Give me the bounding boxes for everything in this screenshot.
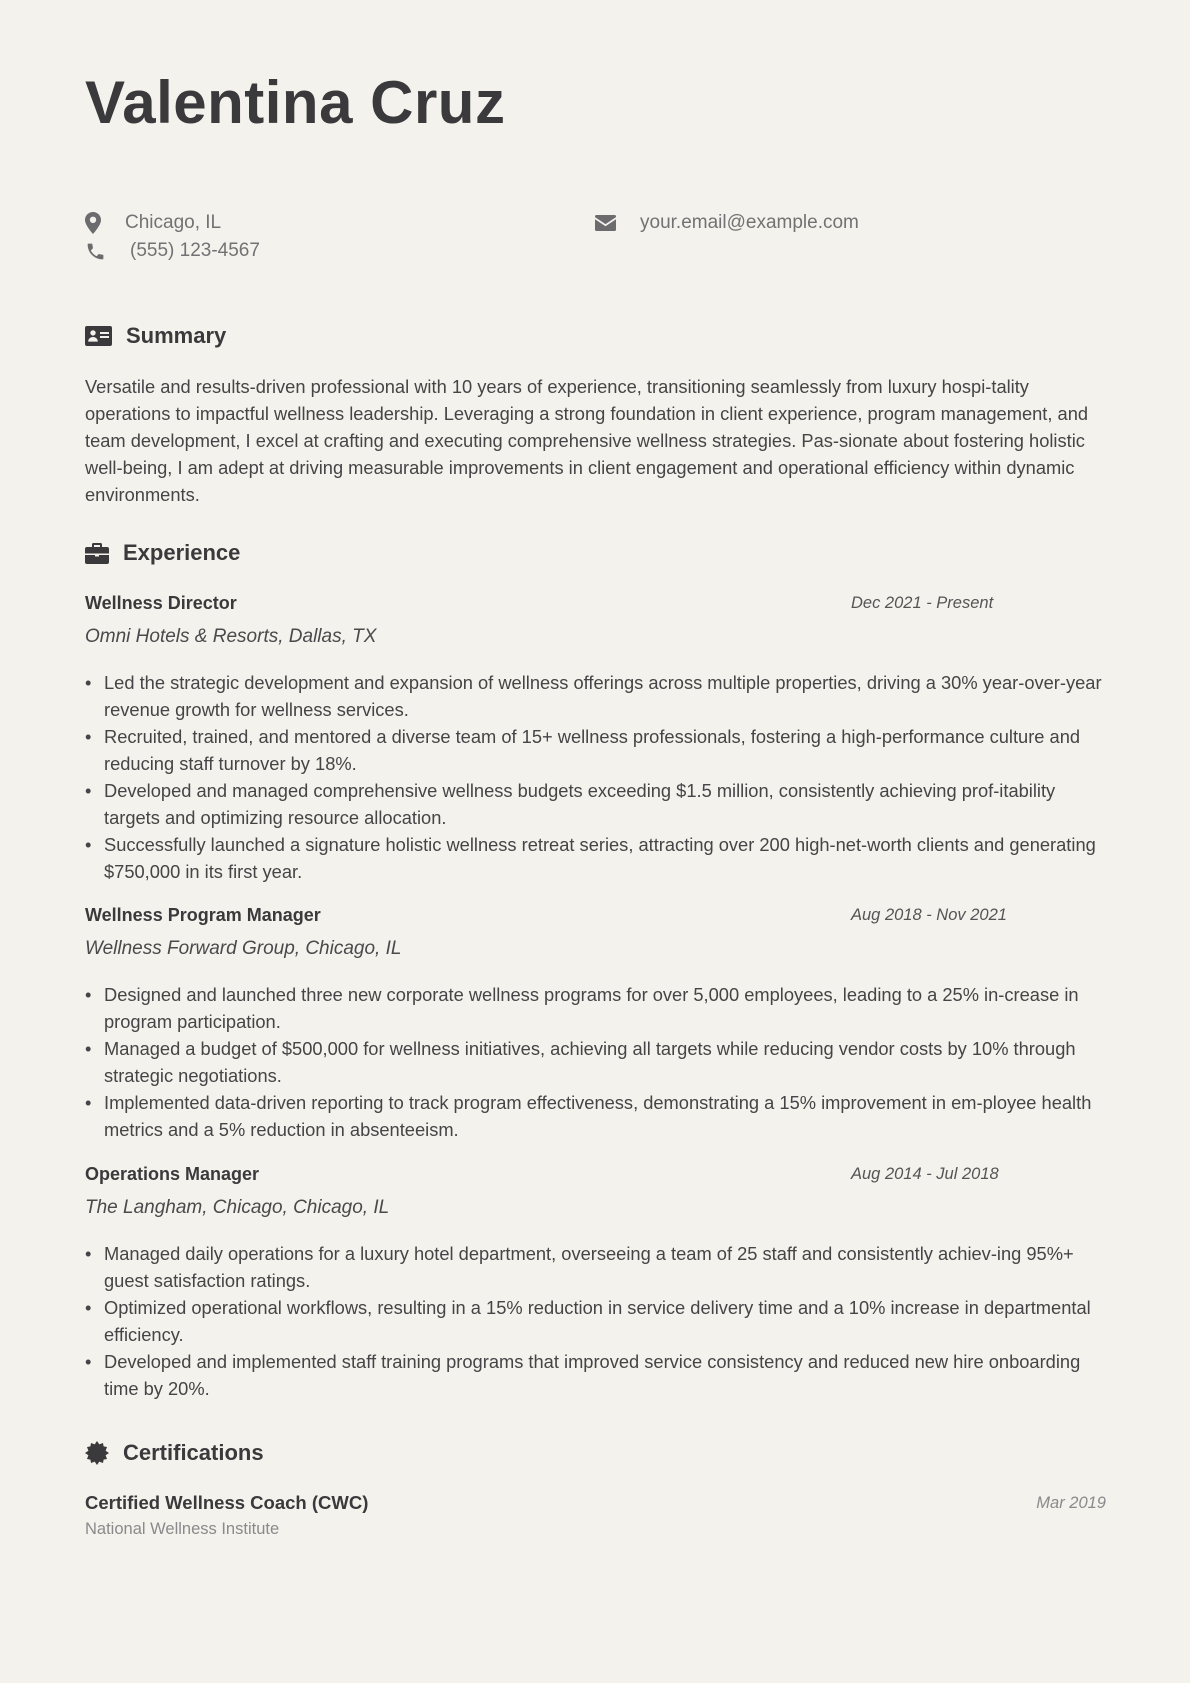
job-dates: Aug 2018 - Nov 2021 [851,906,1007,924]
job-bullets [85,1240,1110,1402]
certification-date: Mar 2019 [1036,1494,1106,1512]
briefcase-icon [85,543,109,564]
contact-location [85,212,221,234]
job-bullets [85,669,1110,885]
list-item: • Successfully launched a signature holistic wellness retreat series, attracting over 200 high-net-worth clients and generating $750,000 in its first year. [85,831,1110,885]
job-dates: Aug 2014 - Jul 2018 [851,1165,999,1183]
section-certifications-heading [85,1440,264,1466]
list-item: • Managed a budget of $500,000 for wellness initiatives, achieving all targets while reducing vendor costs by 10% through strategic negotiations. [85,1035,1110,1089]
list-item: • Led the strategic development and expansion of wellness offerings across multiple properties, driving a 30% year-over-year revenue growth for wellness services. [85,669,1110,723]
section-title-text: Experience [123,540,241,565]
phone-text: (555) 123-4567 [130,240,260,261]
certification-item [85,1491,1106,1541]
list-item: • Managed daily operations for a luxury hotel department, overseeing a team of 25 staff and consistently achiev-ing 95%+ guest satisfaction ratings. [85,1240,1110,1294]
job-dates: Dec 2021 - Present [851,594,994,612]
email-text[interactable]: your.email@example.com [640,212,859,233]
list-item: • Developed and managed comprehensive wellness budgets exceeding $1.5 million, consistently achieving prof-itability targets and optimizing resource allocation. [85,777,1110,831]
job-company: The Langham, Chicago, Chicago, IL [85,1197,390,1218]
envelope-icon [595,215,616,231]
job-bullets [85,981,1110,1143]
location-text: Chicago, IL [125,212,222,233]
contact-email[interactable] [595,212,859,234]
candidate-name: Valentina Cruz [85,69,506,136]
section-title-text: Summary [126,323,227,348]
summary-text: Versatile and results-driven professional with 10 years of experience, transitioning seamlessly from luxury hospi-tality operations to impactful wellness leadership. Leveraging a strong foundation in client experience, program management, and team development, I excel at crafting and executing comprehensive wellness strategies. Pas-sionate about fostering holistic well-being, I am adept at driving measurable improvements in client engagement and operational efficiency within dynamic environments. [85,376,1089,505]
section-summary-heading [85,323,226,349]
certificate-badge-icon [85,1441,109,1465]
list-item: • Implemented data-driven reporting to track program effectiveness, demonstrating a 15% improvement in em-ployee health metrics and a 5% reduction in absenteeism. [85,1089,1110,1143]
experience-item [85,591,1110,885]
job-title: Operations Manager [85,1164,260,1184]
experience-item [85,1162,1110,1402]
contact-phone [85,240,260,262]
list-item: • Optimized operational workflows, resulting in a 15% reduction in service delivery time and a 10% increase in departmental efficiency. [85,1294,1110,1348]
certification-title: Certified Wellness Coach (CWC) [85,1492,369,1513]
section-title-text: Certifications [123,1440,264,1465]
list-item: • Developed and implemented staff training programs that improved service consistency and reduced new hire onboarding time by 20%. [85,1348,1110,1402]
certification-issuer: National Wellness Institute [85,1520,280,1538]
experience-item [85,903,1110,1143]
list-item: • Designed and launched three new corporate wellness programs for over 5,000 employees, leading to a 25% in-crease in program participation. [85,981,1110,1035]
list-item: • Recruited, trained, and mentored a diverse team of 15+ wellness professionals, fostering a high-performance culture and reducing staff turnover by 18%. [85,723,1110,777]
job-company: Omni Hotels & Resorts, Dallas, TX [85,626,377,647]
phone-icon [85,241,106,262]
id-card-icon [85,326,112,346]
job-title: Wellness Director [85,593,237,613]
section-experience-heading [85,540,240,566]
map-marker-icon [85,212,101,234]
job-title: Wellness Program Manager [85,905,321,925]
job-company: Wellness Forward Group, Chicago, IL [85,938,402,959]
